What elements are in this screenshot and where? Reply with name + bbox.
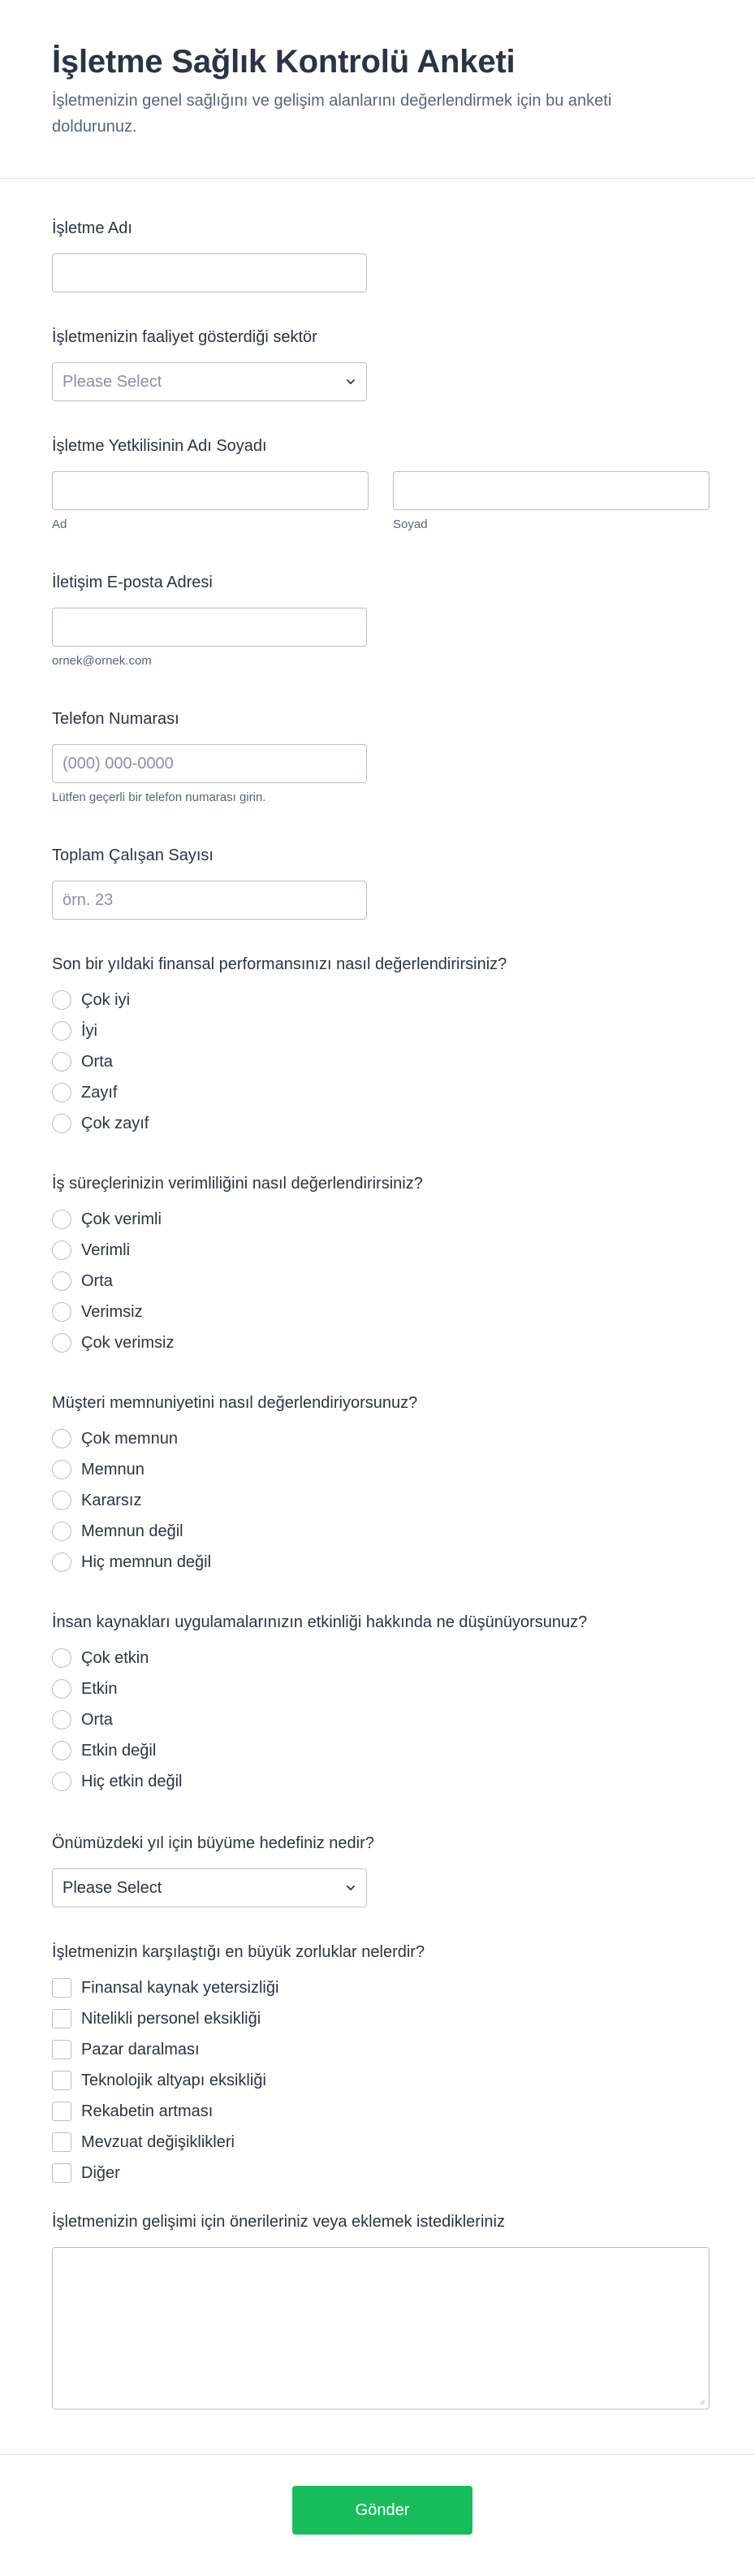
challenges-option[interactable]: Finansal kaynak yetersizliği xyxy=(52,1972,425,2003)
financial-question xyxy=(52,954,507,1139)
first-name-input[interactable] xyxy=(52,471,369,510)
financial-label: Son bir yıldaki finansal performansınızı nasıl değerlendirirsiniz? xyxy=(52,955,507,973)
last-name-sublabel: Soyad xyxy=(393,517,428,531)
efficiency-options xyxy=(52,1204,423,1358)
radio-button[interactable] xyxy=(52,1114,71,1133)
satisfaction-option[interactable]: Çok memnun xyxy=(52,1423,417,1454)
suggestions-field xyxy=(52,2211,710,2409)
chevron-down-icon xyxy=(345,1882,356,1894)
challenges-option[interactable]: Mevzuat değişiklikleri xyxy=(52,2127,425,2158)
phone-input[interactable] xyxy=(52,744,367,783)
radio-button[interactable] xyxy=(52,990,71,1010)
checkbox[interactable] xyxy=(52,1978,71,1998)
employees-label: Toplam Çalışan Sayısı xyxy=(52,846,214,864)
challenges-option[interactable]: Pazar daralması xyxy=(52,2034,425,2065)
checkbox[interactable] xyxy=(52,2009,71,2028)
manager-name-row xyxy=(52,471,710,533)
first-name-col xyxy=(52,471,369,533)
last-name-input[interactable] xyxy=(393,471,710,510)
radio-button[interactable] xyxy=(52,1333,71,1353)
radio-button[interactable] xyxy=(52,1710,71,1730)
employees-field xyxy=(52,845,367,920)
sector-select-value: Please Select xyxy=(63,372,162,391)
radio-button[interactable] xyxy=(52,1648,71,1668)
hr-option[interactable]: Etkin xyxy=(52,1673,587,1704)
efficiency-option[interactable]: Verimsiz xyxy=(52,1297,423,1327)
radio-button[interactable] xyxy=(52,1240,71,1260)
radio-button[interactable] xyxy=(52,1679,71,1699)
growth-field xyxy=(52,1833,374,1907)
hr-option[interactable]: Hiç etkin değil xyxy=(52,1766,587,1797)
financial-option[interactable]: Orta xyxy=(52,1046,507,1077)
email-field xyxy=(52,572,367,669)
efficiency-option[interactable]: Orta xyxy=(52,1266,423,1297)
phone-field xyxy=(52,708,367,806)
radio-button[interactable] xyxy=(52,1083,71,1102)
challenges-option[interactable]: Teknolojik altyapı eksikliği xyxy=(52,2065,425,2096)
phone-sublabel: Lütfen geçerli bir telefon numarası girin. xyxy=(52,790,266,804)
page-title: İşletme Sağlık Kontrolü Anketi xyxy=(52,44,516,80)
manager-name-label: İşletme Yetkilisinin Adı Soyadı xyxy=(52,437,267,455)
phone-placeholder: (000) 000-0000 xyxy=(63,754,174,773)
form-header xyxy=(0,0,755,179)
financial-option[interactable]: İyi xyxy=(52,1015,507,1046)
chevron-down-icon xyxy=(345,376,356,387)
growth-select[interactable] xyxy=(52,1868,367,1907)
efficiency-label: İş süreçlerinizin verimliliğini nasıl değerlendirirsiniz? xyxy=(52,1175,423,1193)
satisfaction-options xyxy=(52,1423,417,1578)
resize-grip-icon[interactable] xyxy=(697,2397,705,2405)
efficiency-option[interactable]: Çok verimsiz xyxy=(52,1327,423,1358)
hr-option[interactable]: Orta xyxy=(52,1704,587,1735)
satisfaction-option[interactable]: Memnun değil xyxy=(52,1516,417,1547)
challenges-label: İşletmenizin karşılaştığı en büyük zorluklar nelerdir? xyxy=(52,1943,425,1961)
radio-button[interactable] xyxy=(52,1491,71,1510)
radio-button[interactable] xyxy=(52,1552,71,1572)
manager-name-field xyxy=(52,435,710,533)
challenges-question xyxy=(52,1942,425,2189)
checkbox[interactable] xyxy=(52,2071,71,2090)
sector-field xyxy=(52,327,367,401)
radio-button[interactable] xyxy=(52,1741,71,1760)
sector-select[interactable] xyxy=(52,362,367,401)
radio-button[interactable] xyxy=(52,1210,71,1229)
efficiency-option[interactable]: Çok verimli xyxy=(52,1204,423,1235)
radio-button[interactable] xyxy=(52,1052,71,1072)
satisfaction-label: Müşteri memnuniyetini nasıl değerlendiriyorsunuz? xyxy=(52,1394,418,1412)
hr-options xyxy=(52,1643,587,1797)
checkbox[interactable] xyxy=(52,2163,71,2183)
hr-option[interactable]: Çok etkin xyxy=(52,1643,587,1673)
challenges-options xyxy=(52,1972,425,2189)
challenges-option[interactable]: Rekabetin artması xyxy=(52,2096,425,2127)
growth-select-value: Please Select xyxy=(63,1878,162,1897)
radio-button[interactable] xyxy=(52,1021,71,1041)
satisfaction-option[interactable]: Hiç memnun değil xyxy=(52,1547,417,1578)
suggestions-textarea[interactable] xyxy=(52,2247,710,2409)
satisfaction-question xyxy=(52,1392,417,1578)
submit-button[interactable]: Gönder xyxy=(292,2486,472,2535)
form-footer xyxy=(0,2454,755,2576)
sector-label: İşletmenizin faaliyet gösterdiği sektör xyxy=(52,328,317,346)
financial-options xyxy=(52,985,507,1139)
business-name-field xyxy=(52,218,367,292)
challenges-option[interactable]: Diğer xyxy=(52,2158,425,2189)
business-name-input[interactable] xyxy=(52,253,367,292)
financial-option[interactable]: Zayıf xyxy=(52,1077,507,1108)
hr-label: İnsan kaynakları uygulamalarınızın etkinliği hakkında ne düşünüyorsunuz? xyxy=(52,1613,588,1631)
efficiency-question xyxy=(52,1173,423,1358)
radio-button[interactable] xyxy=(52,1271,71,1291)
checkbox[interactable] xyxy=(52,2102,71,2121)
checkbox[interactable] xyxy=(52,2040,71,2059)
radio-button[interactable] xyxy=(52,1772,71,1791)
page-description: İşletmenizin genel sağlığını ve gelişim alanlarını değerlendirmek için bu anketi doldurunuz. xyxy=(52,92,612,136)
email-label: İletişim E-posta Adresi xyxy=(52,574,213,591)
financial-option[interactable]: Çok zayıf xyxy=(52,1108,507,1139)
hr-question xyxy=(52,1612,587,1797)
growth-label: Önümüzdeki yıl için büyüme hedefiniz nedir? xyxy=(52,1834,374,1852)
radio-button[interactable] xyxy=(52,1460,71,1479)
email-input[interactable] xyxy=(52,608,367,647)
business-name-label: İşletme Adı xyxy=(52,219,132,237)
suggestions-label: İşletmenizin gelişimi için önerileriniz veya eklemek istedikleriniz xyxy=(52,2213,505,2231)
radio-button[interactable] xyxy=(52,1429,71,1448)
hr-option[interactable]: Etkin değil xyxy=(52,1735,587,1766)
last-name-col xyxy=(393,471,710,533)
radio-button[interactable] xyxy=(52,1302,71,1322)
email-sublabel: ornek@ornek.com xyxy=(52,654,152,668)
satisfaction-option[interactable]: Memnun xyxy=(52,1454,417,1485)
employees-input[interactable] xyxy=(52,881,367,920)
challenges-option[interactable]: Nitelikli personel eksikliği xyxy=(52,2003,425,2034)
checkbox[interactable] xyxy=(52,2132,71,2152)
efficiency-option[interactable]: Verimli xyxy=(52,1235,423,1266)
first-name-sublabel: Ad xyxy=(52,517,67,531)
satisfaction-option[interactable]: Kararsız xyxy=(52,1485,417,1516)
employees-placeholder: örn. 23 xyxy=(63,890,114,909)
financial-option[interactable]: Çok iyi xyxy=(52,985,507,1015)
radio-button[interactable] xyxy=(52,1522,71,1541)
phone-label: Telefon Numarası xyxy=(52,710,179,728)
